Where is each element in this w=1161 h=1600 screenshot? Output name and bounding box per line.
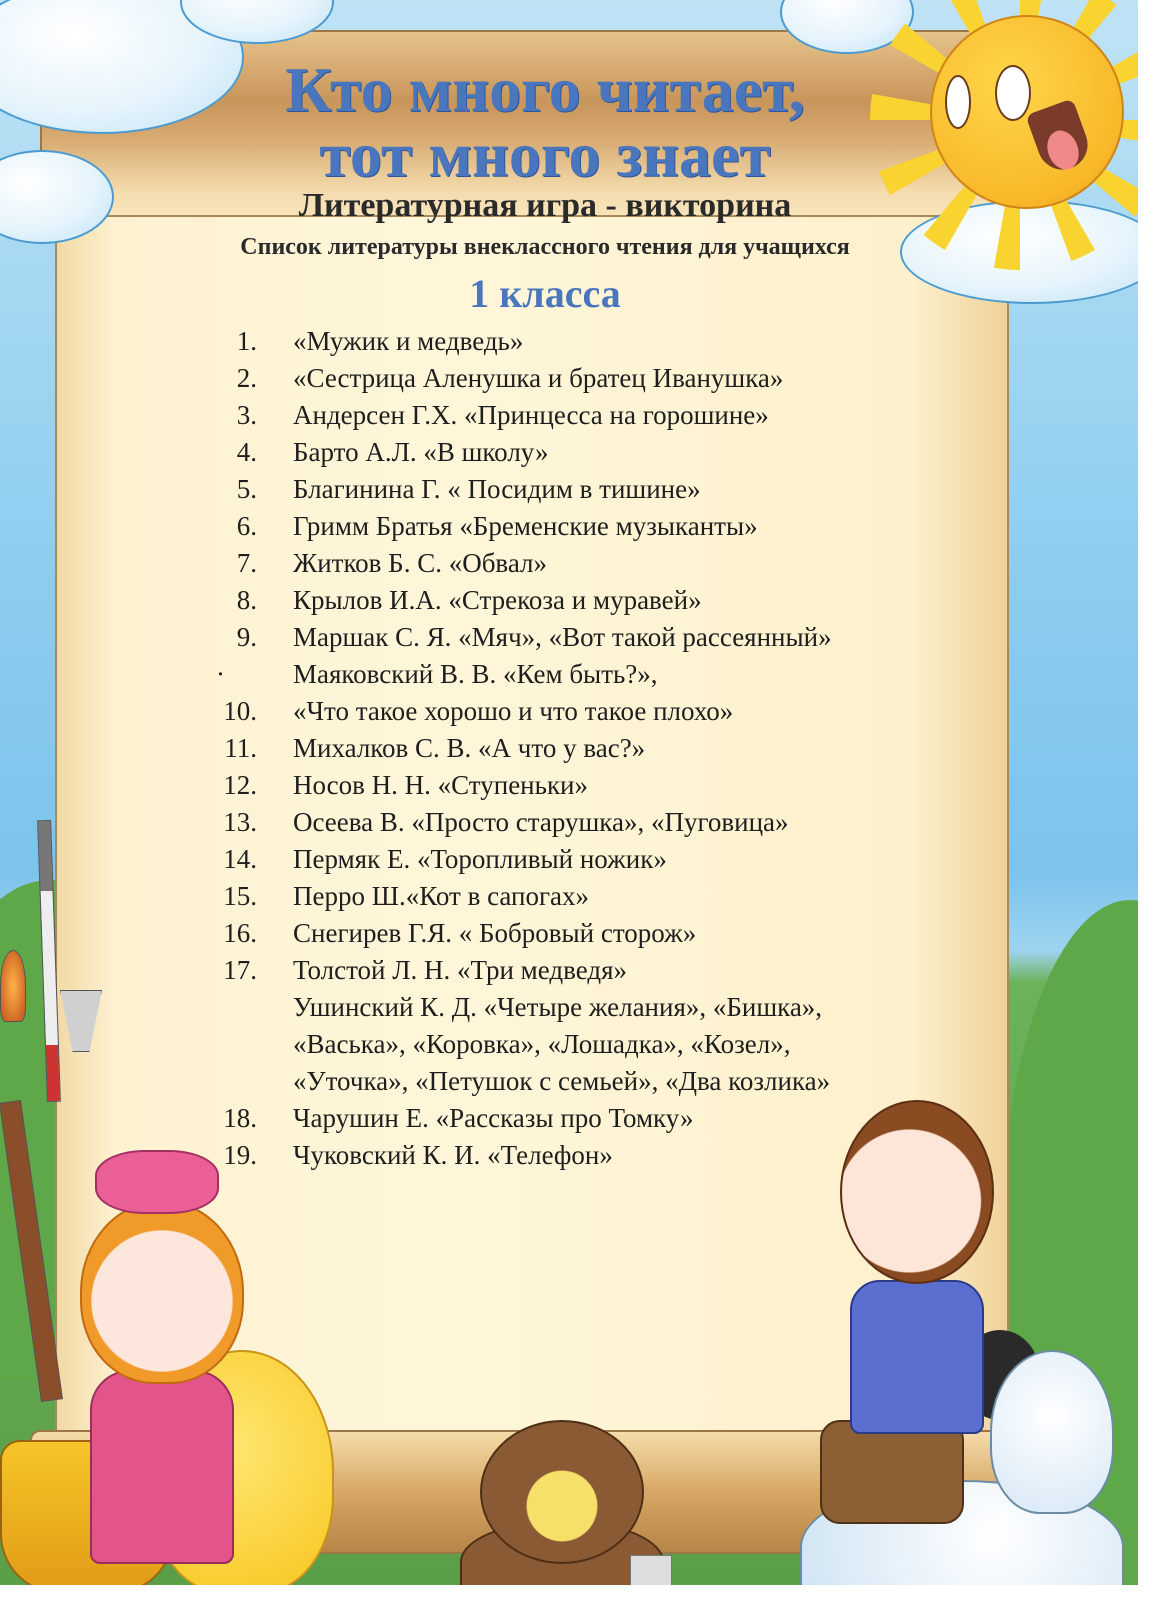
horse-head-icon xyxy=(990,1350,1114,1514)
book-list xyxy=(205,323,965,1174)
paintbrush-icon xyxy=(0,950,26,1022)
list-item xyxy=(205,952,965,1100)
item-number: 9. xyxy=(236,622,257,652)
list-item xyxy=(205,730,965,767)
list-item xyxy=(205,508,965,545)
item-number: 4. xyxy=(236,437,257,467)
girl-doll-icon xyxy=(80,1200,244,1384)
list-item xyxy=(205,397,965,434)
list-item xyxy=(205,1100,965,1137)
item-text: Снегирев Г.Я. « Бобровый сторож» xyxy=(293,918,697,948)
item-number: 16. xyxy=(223,918,257,948)
item-number: 13. xyxy=(223,807,257,837)
item-number: 10. xyxy=(223,696,257,726)
item-text: Крылов И.А. «Стрекоза и муравей» xyxy=(293,585,702,615)
item-text: Носов Н. Н. «Ступеньки» xyxy=(293,770,589,800)
item-text: Маяковский В. В. «Кем быть?», xyxy=(293,659,658,689)
item-text: Осеева В. «Просто старушка», «Пуговица» xyxy=(293,807,789,837)
page-title-line2: тот много знает xyxy=(319,119,771,190)
item-text: Благинина Г. « Посидим в тишине» xyxy=(293,474,701,504)
list-item xyxy=(205,619,965,656)
item-text: Маршак С. Я. «Мяч», «Вот такой рассеянный» xyxy=(293,622,832,652)
item-number: 2. xyxy=(236,363,257,393)
list-item xyxy=(205,804,965,841)
item-text: «Сестрица Аленушка и братец Иванушка» xyxy=(293,363,784,393)
item-number: 8. xyxy=(236,585,257,615)
list-description: Список литературы внеклассного чтения для учащихся xyxy=(240,234,850,260)
list-item xyxy=(205,545,965,582)
item-text: Ушинский К. Д. «Четыре желания», «Бишка», xyxy=(293,992,823,1022)
list-item xyxy=(205,1137,965,1174)
list-item xyxy=(205,582,965,619)
item-number: 15. xyxy=(223,881,257,911)
list-item xyxy=(205,693,965,730)
item-number: · xyxy=(216,659,225,689)
item-number: 18. xyxy=(223,1103,257,1133)
item-text: Житков Б. С. «Обвал» xyxy=(293,548,548,578)
item-text: Барто А.Л. «В школу» xyxy=(293,437,549,467)
list-item xyxy=(205,767,965,804)
item-text: «Что такое хорошо и что такое плохо» xyxy=(293,696,734,726)
list-item xyxy=(205,841,965,878)
item-number: 17. xyxy=(223,955,257,985)
list-item xyxy=(205,878,965,915)
list-item xyxy=(205,656,965,693)
item-text: Гримм Братья «Бременские музыканты» xyxy=(293,511,758,541)
item-number: 1. xyxy=(236,326,257,356)
item-text: «Мужик и медведь» xyxy=(293,326,524,356)
brush-cup-icon xyxy=(630,1555,672,1585)
item-number: 12. xyxy=(223,770,257,800)
girl-dress-icon xyxy=(90,1370,234,1564)
list-item xyxy=(205,360,965,397)
grade-label: 1 класса xyxy=(469,271,621,316)
item-number: 5. xyxy=(236,474,257,504)
item-number: 14. xyxy=(223,844,257,874)
list-item xyxy=(205,434,965,471)
item-text: «Уточка», «Петушок с семьей», «Два козлика» xyxy=(293,1066,831,1096)
list-item xyxy=(205,323,965,360)
item-number: 11. xyxy=(224,733,257,763)
item-number: 19. xyxy=(223,1140,257,1170)
item-number: 6. xyxy=(236,511,257,541)
item-text: Чарушин Е. «Рассказы про Томку» xyxy=(293,1103,694,1133)
page-title-line1: Кто много читает, xyxy=(285,54,805,125)
item-number: 7. xyxy=(236,548,257,578)
list-item xyxy=(205,471,965,508)
item-text: Пермяк Е. «Торопливый ножик» xyxy=(293,844,667,874)
item-text: Перро Ш.«Кот в сапогах» xyxy=(293,881,590,911)
teddy-bear-icon xyxy=(480,1420,644,1564)
item-text: Андерсен Г.Х. «Принцесса на горошине» xyxy=(293,400,769,430)
item-text: Чуковский К. И. «Телефон» xyxy=(293,1140,613,1170)
item-text: Толстой Л. Н. «Три медведя» xyxy=(293,955,628,985)
item-text: Михалков С. В. «А что у вас?» xyxy=(293,733,646,763)
list-item xyxy=(205,915,965,952)
pink-bow-icon xyxy=(95,1150,219,1214)
boy-shirt-icon xyxy=(850,1280,984,1434)
item-number: 3. xyxy=(236,400,257,430)
boy-pants-icon xyxy=(820,1420,964,1524)
item-text: «Васька», «Коровка», «Лошадка», «Козел», xyxy=(293,1029,791,1059)
subtitle: Литературная игра - викторина xyxy=(298,187,792,224)
